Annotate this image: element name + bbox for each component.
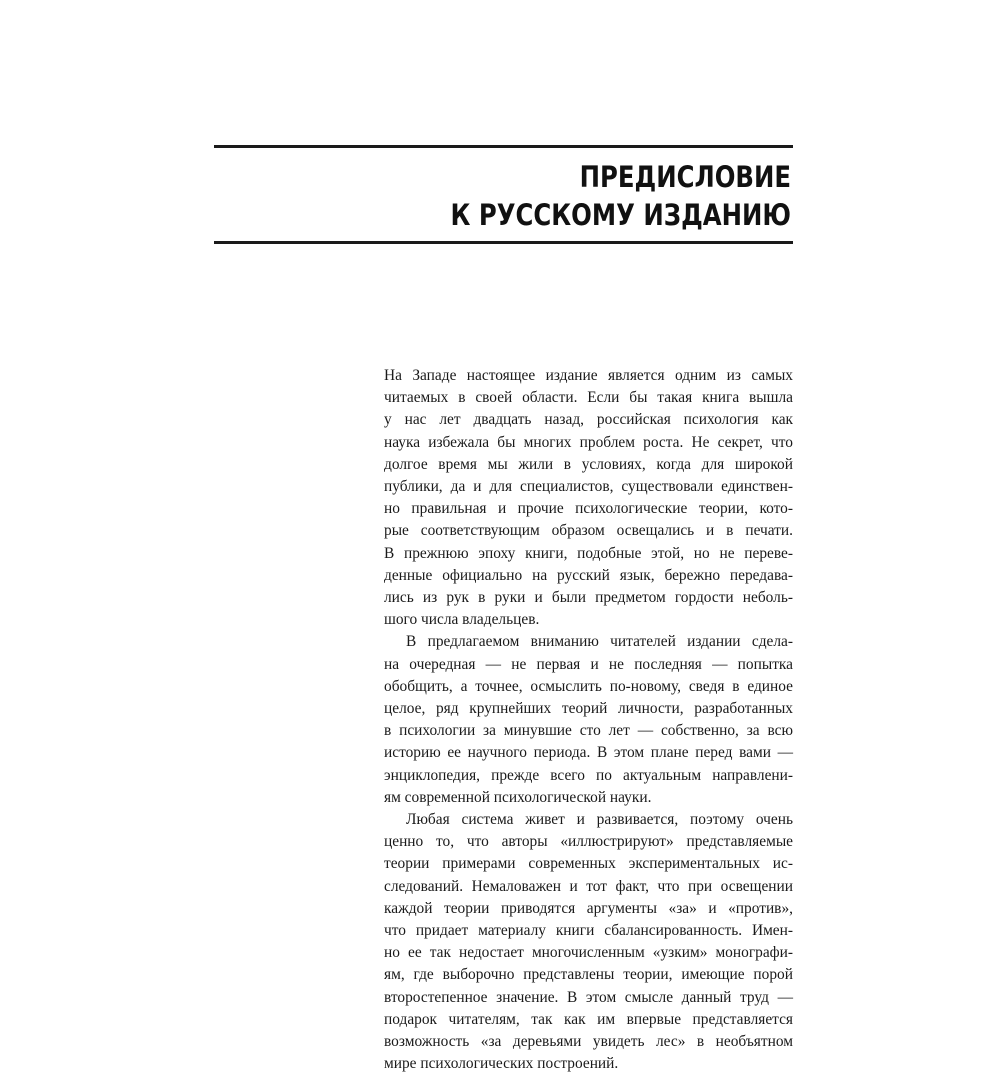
chapter-heading	[306, 158, 791, 234]
text-line: но ее так недостает многочисленным «узким» монографи-	[384, 944, 793, 962]
text-line: следований. Немаловажен и тот факт, что при освещении	[384, 877, 793, 895]
text-line: мире психологических построений.	[384, 1055, 619, 1073]
text-line: ценно то, что авторы «иллюстрируют» представляемые	[384, 833, 793, 851]
text-line: ям, где выборочно представлены теории, имеющие порой	[384, 966, 793, 984]
text-line: читаемых в своей области. Если бы такая книга вышла	[384, 389, 793, 407]
text-line: что придает материалу книги сбалансированность. Имен-	[384, 922, 793, 940]
text-line: публики, да и для специалистов, существовали единствен-	[384, 478, 793, 496]
text-line: теории примерами современных экспериментальных ис-	[384, 855, 793, 873]
text-line: каждой теории приводятся аргументы «за» и «против»,	[384, 899, 793, 917]
text-line: на очередная — не первая и не последняя — попытка	[384, 655, 793, 673]
text-line: В прежнюю эпоху книги, подобные этой, но не переве-	[384, 544, 793, 562]
text-line: возможность «за деревьями увидеть лес» в необъятном	[384, 1033, 793, 1051]
text-line: Любая система живет и развивается, поэтому очень	[406, 811, 793, 829]
text-line: второстепенное значение. В этом смысле данный труд —	[384, 988, 793, 1006]
text-line: целое, ряд крупнейших теорий личности, разработанных	[384, 700, 793, 718]
text-line: историю ее научного периода. В этом плане перед вами —	[384, 744, 793, 762]
text-line: энциклопедия, прежде всего по актуальным направлени-	[384, 766, 793, 784]
text-line: у нас лет двадцать назад, российская психология как	[384, 411, 793, 429]
chapter-heading-line-2: К РУССКОМУ ИЗДАНИЮ	[450, 198, 791, 232]
text-line: рые соответствующим образом освещались и в печати.	[384, 522, 793, 540]
text-line: но правильная и прочие психологические теории, кото-	[384, 500, 793, 518]
bottom-rule	[214, 241, 793, 244]
text-line: долгое время мы жили в условиях, когда для широкой	[384, 455, 793, 473]
text-line: подарок читателям, так как им впервые представляется	[384, 1010, 793, 1028]
chapter-heading-line-1: ПРЕДИСЛОВИЕ	[579, 160, 791, 194]
top-rule	[214, 145, 793, 148]
text-line: лись из рук в руки и были предметом гордости неболь-	[384, 589, 793, 607]
body-text	[384, 365, 793, 1076]
text-line: обобщить, а точнее, осмыслить по-новому, сведя в единое	[384, 677, 793, 695]
text-line: В предлагаемом вниманию читателей издании сдела-	[406, 633, 793, 651]
text-line: в психологии за минувшие сто лет — собственно, за всю	[384, 722, 793, 740]
text-line: денные официально на русский язык, бережно передава-	[384, 566, 793, 584]
text-line: наука избежала бы многих проблем роста. Не секрет, что	[384, 433, 793, 451]
text-line: На Западе настоящее издание является одним из самых	[384, 367, 793, 384]
text-line: ям современной психологической науки.	[384, 788, 652, 806]
text-line: шого числа владельцев.	[384, 611, 540, 629]
